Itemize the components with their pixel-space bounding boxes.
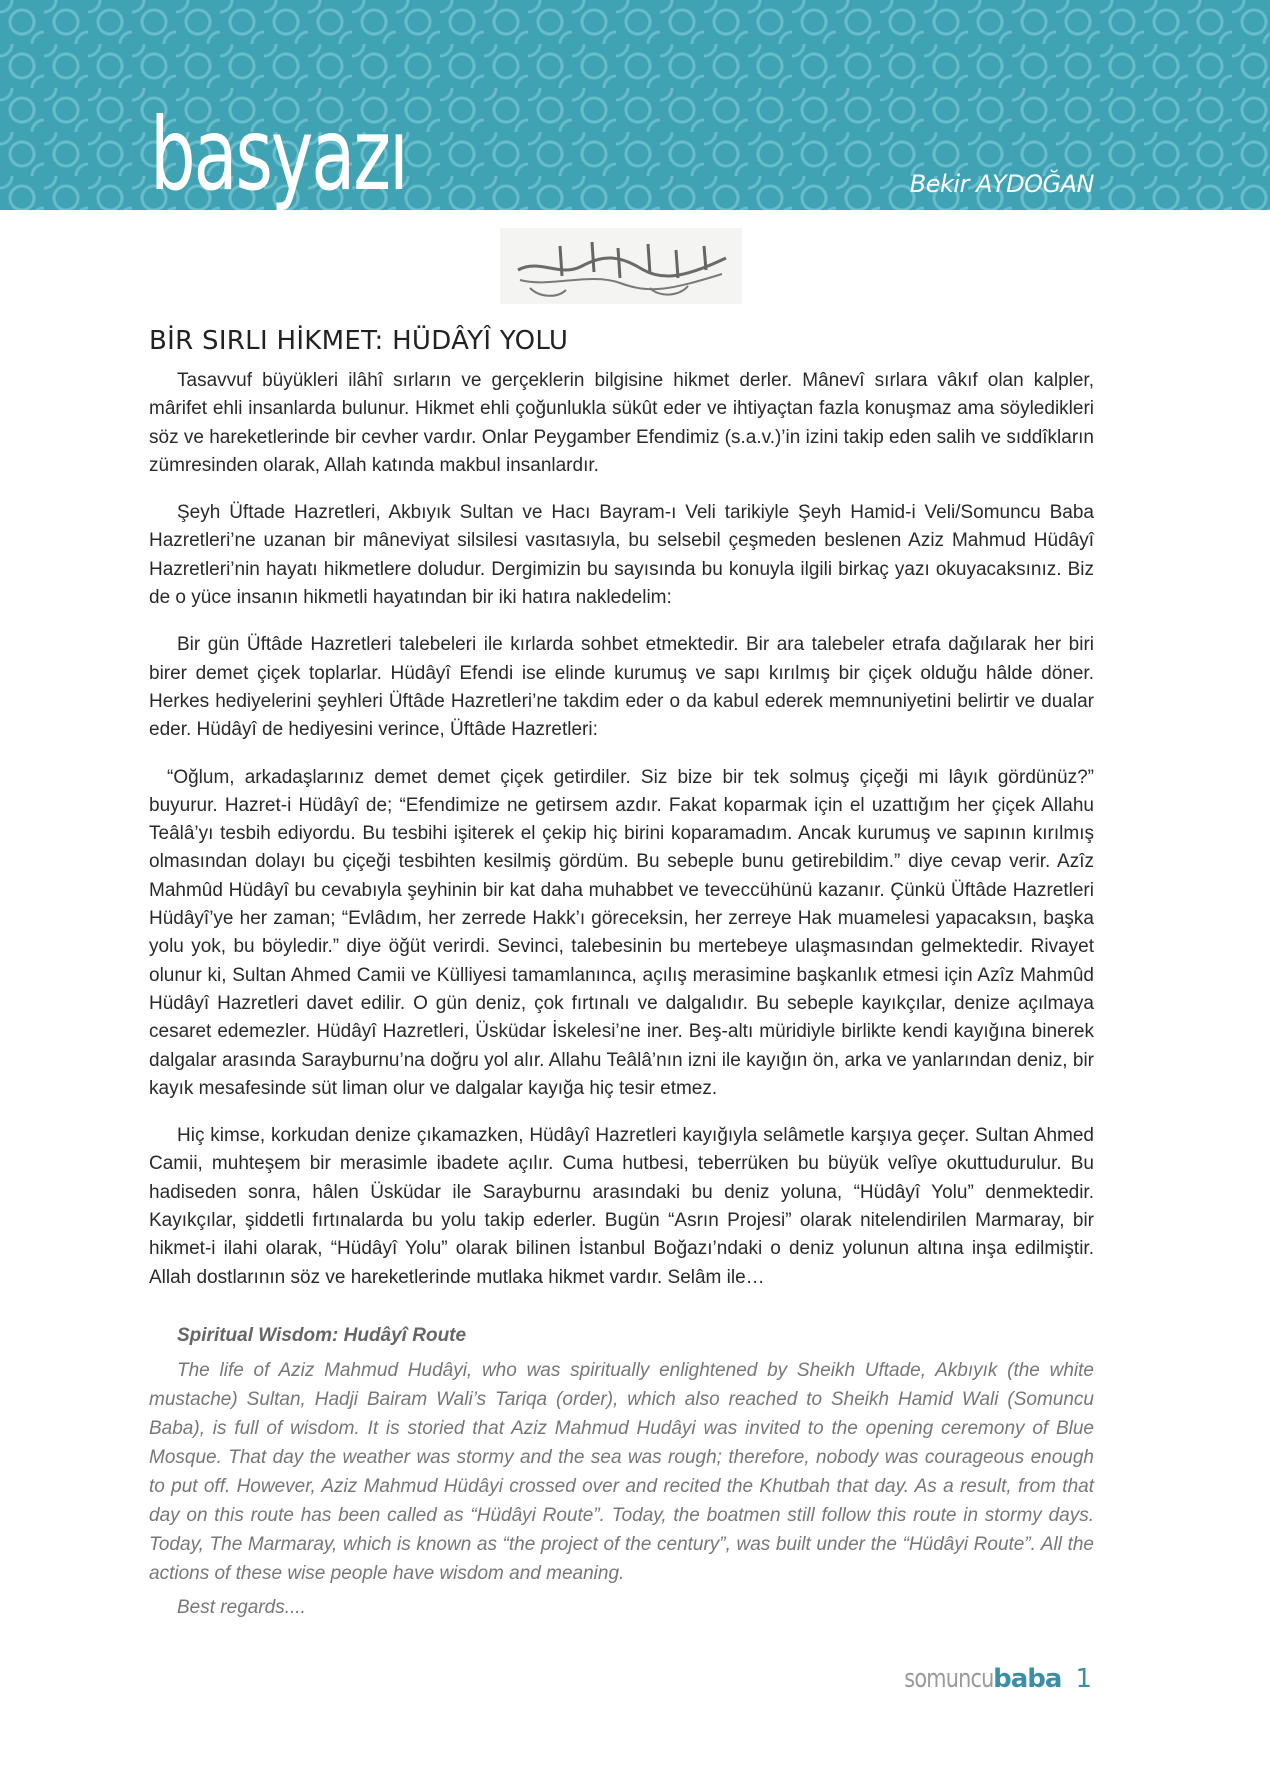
page-number: 1 (1075, 1664, 1092, 1694)
article-paragraph: Tasavvuf büyükleri ilâhî sırların ve gerçeklerin bilgisine hikmet derler. Mânevî sırlara vâkıf olan kalpler, mârifet ehli insanlarda bulunur. Hikmet ehli çoğunlukla sükût eder ve ihtiyaçtan fazla konuşmaz ama söyledikleri söz ve hareketlerinde bir cevher vardır. Onlar Peygamber Efendimiz (s.a.v.)’in izini takip eden salih ve sıddîkların zümresinden olarak, Allah katında makbul insanlardır. (149, 370, 1094, 476)
english-summary-title: Spiritual Wisdom: Hudâyî Route (177, 1324, 467, 1346)
section-title: basyazı (150, 96, 407, 213)
english-summary-closing: Best regards.... (177, 1596, 306, 1618)
page-footer (882, 1664, 1092, 1704)
footer-brand-part1: somuncu (903, 1664, 994, 1694)
article (149, 323, 1094, 1622)
author-name: Bekir AYDOĞAN (909, 170, 1094, 198)
english-summary-paragraph: The life of Aziz Mahmud Hudâyi, who was spiritually enlightened by Sheikh Uftade, Akbıyık (the white mustache) Sultan, Hadji Bairam Wali’s Tariqa (order), which also reached to Sheikh Hamid Wali (Somuncu Baba), is full of wisdom. It is storied that Aziz Mahmud Hudâyi was invited to the opening ceremony of Blue Mosque. That day the weather was stormy and the sea was rough; therefore, nobody was courageous enough to put off. However, Aziz Mahmud Hüdâyi crossed over and recited the Khutbah that day. As a result, from that day on this route has been called as “Hüdâyi Route”. Today, the boatmen still follow this route in stormy days. Today, The Marmaray, which is known as “the project of the century”, was built under the “Hüdâyi Route”. All the actions of these wise people have wisdom and meaning. (149, 1359, 1094, 1584)
english-summary (149, 1322, 1094, 1622)
article-paragraph: Bir gün Üftâde Hazretleri talebeleri ile kırlarda sohbet etmektedir. Bir ara talebeler etrafa dağılarak her biri birer demet çiçek toplarlar. Hüdâyî Efendi ise elinde kurumuş ve sapı kırılmış bir çiçek olduğu hâlde döner. Herkes hediyelerini şeyhleri Üftâde Hazretleri’ne takdim eder o da kabul ederek memnuniyetini belirtir ve dualar eder. Hüdâyî de hediyesini verince, Üftâde Hazretleri: (149, 634, 1094, 741)
article-paragraph: Şeyh Üftade Hazretleri, Akbıyık Sultan ve Hacı Bayram-ı Veli tarikiyle Şeyh Hamid-i Veli/Somuncu Baba Hazretleri’ne uzanan bir mâneviyat silsilesi vasıtasıyla, bu selsebil çeşmeden beslenen Aziz Mahmud Hüdâyî Hazretleri’nin hayatı hikmetlere doludur. Dergimizin bu sayısında bu konuyla ilgili birkaç yazı okuyacaksınız. Biz de o yüce insanın hikmetli hayatından bir iki hatıra nakledelim: (149, 502, 1094, 609)
article-title: BİR SIRLI HİKMET: HÜDÂYÎ YOLU (149, 326, 569, 356)
footer-brand-part2: baba (993, 1664, 1062, 1694)
basmala-calligraphy-icon (500, 228, 742, 304)
article-paragraph: Hiç kimse, korkudan denize çıkamazken, Hüdâyî Hazretleri kayığıyla selâmetle karşıya geçer. Sultan Ahmed Camii, muhteşem bir merasimle ibadete açılır. Cuma hutbesi, teberrüken bu büyük velîye okuttudurulur. Bu hadiseden sonra, hâlen Üsküdar ile Sarayburnu arasındaki bu deniz yoluna, “Hüdâyî Yolu” denmektedir. Kayıkçılar, şiddetli fırtınalarda bu yolu takip ederler. Bugün “Asrın Projesi” olarak nitelendirilen Marmaray, bir hikmet-i ilahi olarak, “Hüdâyî Yolu” olarak bilinen İstanbul Boğazı’ndaki o deniz yolunun altına inşa edilmiştir. Allah dostlarının söz ve hareketlerinde mutlaka hikmet vardır. Selâm ile… (149, 1125, 1094, 1288)
article-paragraph: “Oğlum, arkadaşlarınız demet demet çiçek getirdiler. Siz bize bir tek solmuş çiçeği mi lâyık gördünüz?” buyurur. Hazret-i Hüdâyî de; “Efendimize ne getirsem azdır. Fakat koparmak için el uzattığım her çiçek Allahu Teâlâ’yı tesbih ediyordu. Bu tesbihi işiterek el çekip hiç birini koparamadım. Ancak kurumuş ve sapının kırılmış olmasından dolayı bu çiçeği tesbihten kesilmiş gördüm. Bu sebeple bunu getirebildim.” diye cevap verir. Azîz Mahmûd Hüdâyî bu cevabıyla şeyhinin bir kat daha muhabbet ve teveccühünü kazanır. Çünkü Üftâde Hazretleri Hüdâyî’ye her zaman; “Evlâdım, her zerrede Hakk’ı göreceksin, her zerreye Hak muamelesi yapacaksın, başka yolu yok, bu böyledir.” diye öğüt verirdi. Sevinci, talebesinin bu mertebeye ulaşmasından gelmektedir. Rivayet olunur ki, Sultan Ahmed Camii ve Külliyesi tamamlanınca, açılış merasimine başkanlık etmesi için Azîz Mahmûd Hüdâyî Hazretleri davet edilir. O gün deniz, çok fırtınalı ve dalgalıdır. Bu sebeple kayıkçılar, denize açılmaya cesaret edemezler. Hüdâyî Hazretleri, Üsküdar İskelesi’ne iner. Beş-altı müridiyle birlikte kendi kayığına binerek dalgalar arasında Sarayburnu’na doğru yol alır. Allahu Teâlâ’nın izni ile kayığın ön, arka ve yanlarından deniz, bir kayık mesafesinde süt liman olur ve dalgalar kayığa hiç tesir etmez. (149, 766, 1094, 1099)
